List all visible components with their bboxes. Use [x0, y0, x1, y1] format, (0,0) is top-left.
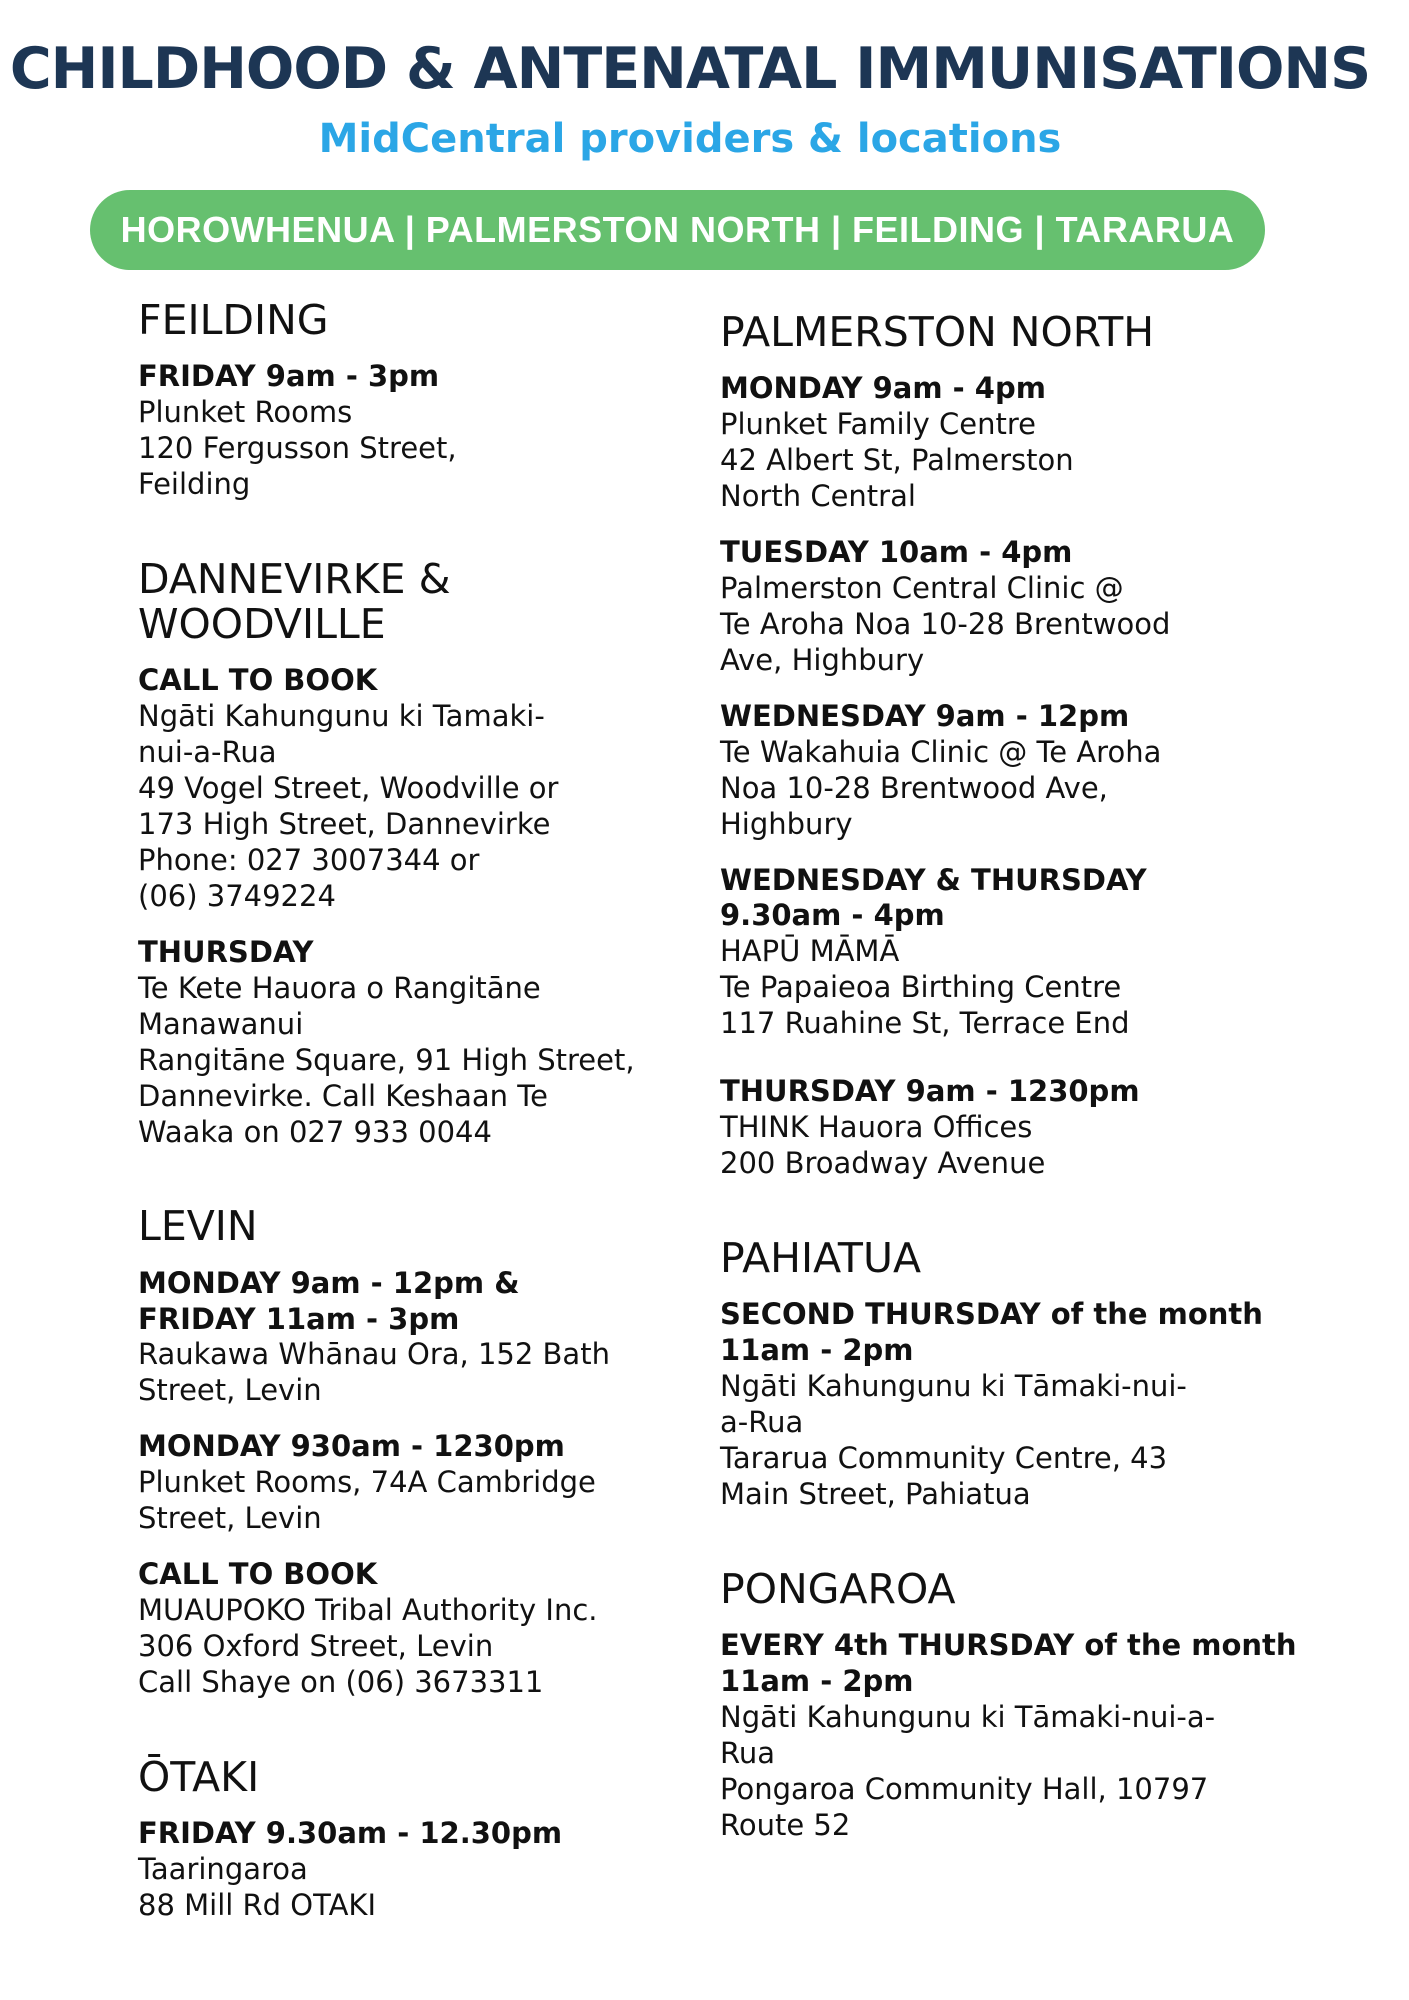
slot-line: Manawanui [138, 1006, 304, 1041]
slot-otaki-friday [138, 1816, 698, 1924]
slot-line: 173 High Street, Dannevirke [138, 806, 551, 841]
slot-dannevirke-thursday [138, 935, 698, 1151]
slot-line: 88 Mill Rd OTAKI [138, 1888, 377, 1923]
right-column [720, 310, 1350, 1864]
section-palmerston-north [720, 310, 1350, 1182]
slot-line: Rua [720, 1735, 775, 1770]
section-dannevirke-woodville [138, 554, 698, 1151]
slot-line: 49 Vogel Street, Woodville or [138, 770, 559, 805]
section-otaki [138, 1755, 698, 1924]
slot-line: Noa 10-28 Brentwood Ave, [720, 770, 1108, 805]
slot-line: 117 Ruahine St, Terrace End [720, 1006, 1130, 1041]
slot-heading: 9.30am - 4pm [720, 898, 945, 933]
slot-pongaroa [720, 1628, 1350, 1844]
slot-heading: WEDNESDAY & THURSDAY [720, 862, 1147, 897]
slot-heading: MONDAY 9am - 12pm & [138, 1265, 520, 1300]
section-levin [138, 1204, 698, 1701]
slot-dannevirke-call [138, 663, 698, 915]
slot-heading: FRIDAY 9.30am - 12.30pm [138, 1816, 563, 1851]
slot-pn-tuesday [720, 535, 1350, 679]
slot-line: MUAUPOKO Tribal Authority Inc. [138, 1593, 598, 1628]
slot-line: Route 52 [720, 1807, 851, 1842]
slot-line: North Central [720, 478, 916, 513]
slot-line: Te Kete Hauora o Rangitāne [138, 970, 541, 1005]
slot-line: (06) 3749224 [138, 878, 336, 913]
region-title-palmerston: PALMERSTON NORTH [720, 308, 1155, 356]
slot-heading: TUESDAY 10am - 4pm [720, 534, 1073, 569]
slot-heading: EVERY 4th THURSDAY of the month [720, 1628, 1297, 1663]
slot-line: Taaringaroa [138, 1852, 308, 1887]
slot-heading: MONDAY 930am - 1230pm [138, 1429, 565, 1464]
slot-line: Call Shaye on (06) 3673311 [138, 1665, 544, 1700]
slot-line: Waaka on 027 933 0044 [138, 1114, 492, 1149]
slot-heading: 11am - 2pm [720, 1333, 914, 1368]
slot-line: 120 Fergusson Street, [138, 431, 457, 465]
slot-pahiatua [720, 1297, 1350, 1513]
slot-heading: MONDAY 9am - 4pm [720, 371, 1046, 406]
slot-line: 200 Broadway Avenue [720, 1146, 1046, 1181]
slot-line: Street, Levin [138, 1373, 322, 1408]
slot-line: 42 Albert St, Palmerston [720, 443, 1074, 477]
slot-line: a-Rua [720, 1405, 804, 1440]
slot-heading: 11am - 2pm [720, 1664, 914, 1699]
slot-line: Palmerston Central Clinic @ [720, 570, 1124, 605]
slot-levin-monday [138, 1429, 698, 1537]
slot-line: THINK Hauora Offices [720, 1110, 1033, 1145]
slot-line: Street, Levin [138, 1501, 322, 1536]
slot-line: Main Street, Pahiatua [720, 1477, 1031, 1512]
slot-heading: WEDNESDAY 9am - 12pm [720, 698, 1130, 733]
slot-line: Feilding [138, 466, 251, 501]
region-title-pongaroa: PONGAROA [720, 1564, 956, 1613]
slot-line: 306 Oxford Street, Levin [138, 1629, 494, 1664]
slot-heading: SECOND THURSDAY of the month [720, 1297, 1263, 1332]
slot-line: nui-a-Rua [138, 735, 277, 769]
slot-line: Plunket Rooms, 74A Cambridge [138, 1465, 596, 1500]
section-pongaroa [720, 1564, 1350, 1844]
page-subtitle: MidCentral providers & locations [318, 116, 1062, 162]
region-title-line: WOODVILLE [138, 600, 386, 648]
slot-line: Pongaroa Community Hall, 10797 [720, 1771, 1209, 1806]
slot-levin-mon-fri [138, 1266, 698, 1410]
region-title-pahiatua: PAHIATUA [720, 1234, 922, 1283]
slot-line: Te Papaieoa Birthing Centre [720, 970, 1122, 1005]
slot-pn-thursday [720, 1074, 1350, 1182]
slot-line: Phone: 027 3007344 or [138, 842, 480, 877]
slot-line: HAPŪ MĀMĀ [720, 934, 900, 969]
page-title: CHILDHOOD & ANTENATAL IMMUNISATIONS [9, 36, 1371, 102]
slot-heading: THURSDAY 9am - 1230pm [720, 1074, 1140, 1109]
slot-heading: FRIDAY 11am - 3pm [138, 1301, 460, 1336]
region-title-levin: LEVIN [138, 1202, 258, 1251]
slot-heading: CALL TO BOOK [138, 663, 378, 698]
section-pahiatua [720, 1236, 1350, 1513]
slot-line: Highbury [720, 806, 853, 841]
slot-pn-monday [720, 371, 1350, 515]
slot-heading: FRIDAY 9am - 3pm [138, 359, 440, 394]
slot-line: Tararua Community Centre, 43 [720, 1441, 1168, 1476]
region-title-dannevirke [138, 554, 698, 648]
slot-levin-call [138, 1557, 698, 1701]
section-feilding [138, 298, 698, 503]
slot-line: Te Aroha Noa 10-28 Brentwood [720, 606, 1171, 641]
regions-banner: HOROWHENUA | PALMERSTON NORTH | FEILDING | TARARUA [90, 190, 1265, 270]
left-column [138, 298, 698, 1944]
slot-pn-wednesday [720, 699, 1350, 843]
slot-pn-wed-thu [720, 863, 1350, 1043]
slot-line: Ngāti Kahungunu ki Tāmaki-nui-a- [720, 1699, 1216, 1734]
slot-line: Plunket Family Centre [720, 407, 1036, 442]
slot-line: Plunket Rooms [138, 395, 353, 430]
slot-line: Te Wakahuia Clinic @ Te Aroha [720, 734, 1162, 769]
region-title-line: DANNEVIRKE & [138, 554, 451, 603]
slot-line: Rangitāne Square, 91 High Street, [138, 1042, 635, 1077]
region-title-otaki: ŌTAKI [138, 1753, 260, 1802]
slot-heading: CALL TO BOOK [138, 1557, 378, 1592]
slot-heading: THURSDAY [138, 934, 314, 969]
slot-line: Dannevirke. Call Keshaan Te [138, 1078, 548, 1113]
slot-line: Raukawa Whānau Ora, 152 Bath [138, 1337, 610, 1372]
slot-feilding-friday [138, 359, 698, 503]
slot-line: Ngāti Kahungunu ki Tāmaki-nui- [720, 1369, 1187, 1404]
slot-line: Ngāti Kahungunu ki Tamaki- [138, 699, 545, 734]
slot-line: Ave, Highbury [720, 642, 925, 677]
region-title-feilding: FEILDING [138, 296, 329, 344]
